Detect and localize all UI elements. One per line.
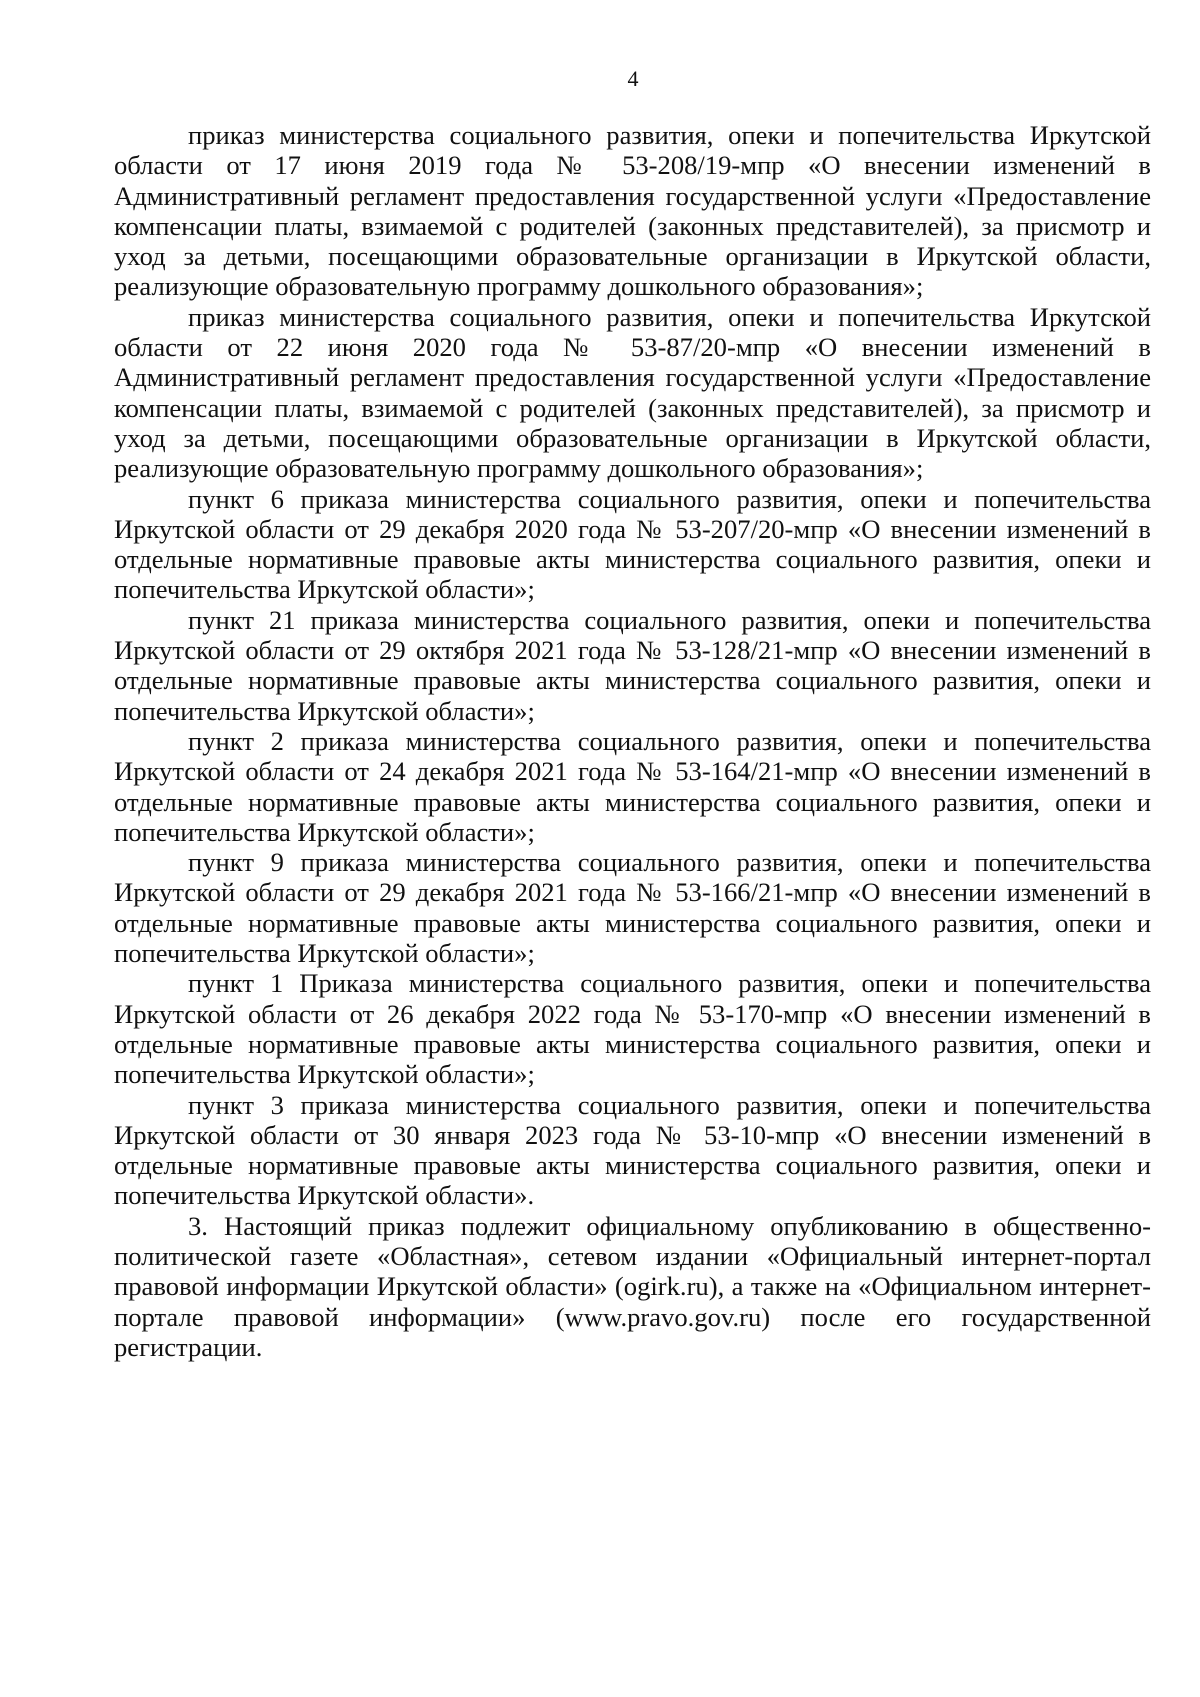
paragraph-item-1: пункт 1 Приказа министерства социального развития, опеки и попечительства Иркутской области от 26 декабря 2022 года № 53-170-мпр «О внесении изменений в отдельные нормативные правовые акты министерства социального развития, опеки и попечительства Иркутской области»; — [114, 968, 1151, 1090]
paragraph-order-2019: приказ министерства социального развития, опеки и попечительства Иркутской области от 17 июня 2019 года № 53-208/19-мпр «О внесении изменений в Административный регламент предоставления государственной услуги «Предоставление компенсации платы, взимаемой с родителей (законных представителей), за присмотр и уход за детьми, посещающими образовательные организации в Иркутской области, реализующие образовательную программу дошкольного образования»; — [114, 120, 1151, 302]
paragraph-item-2: пункт 2 приказа министерства социального развития, опеки и попечительства Иркутской области от 24 декабря 2021 года № 53-164/21-мпр «О внесении изменений в отдельные нормативные правовые акты министерства социального развития, опеки и попечительства Иркутской области»; — [114, 725, 1151, 847]
page-number: 4 — [627, 66, 639, 91]
paragraph-item-21: пункт 21 приказа министерства социального развития, опеки и попечительства Иркутской области от 29 октября 2021 года № 53-128/21-мпр «О внесении изменений в отдельные нормативные правовые акты министерства социального развития, опеки и попечительства Иркутской области»; — [114, 604, 1151, 726]
paragraph-order-2020: приказ министерства социального развития, опеки и попечительства Иркутской области от 22 июня 2020 года № 53-87/20-мпр «О внесении изменений в Административный регламент предоставления государственной услуги «Предоставление компенсации платы, взимаемой с родителей (законных представителей), за присмотр и уход за детьми, посещающими образовательные организации в Иркутской области, реализующие образовательную программу дошкольного образования»; — [114, 301, 1151, 484]
paragraph-publication: 3. Настоящий приказ подлежит официальному опубликованию в общественно-политической газете «Областная», сетевом издании «Официальный интернет-портал правовой информации Иркутской области» (ogirk.ru), а также на «Официальном интернет-портале правовой информации» (www.pravo.gov.ru) после его государственной регистрации. — [114, 1210, 1151, 1362]
paragraph-item-6: пункт 6 приказа министерства социального развития, опеки и попечительства Иркутской области от 29 декабря 2020 года № 53-207/20-мпр «О внесении изменений в отдельные нормативные правовые акты министерства социального развития, опеки и попечительства Иркутской области»; — [114, 483, 1151, 605]
paragraph-item-9: пункт 9 приказа министерства социального развития, опеки и попечительства Иркутской области от 29 декабря 2021 года № 53-166/21-мпр «О внесении изменений в отдельные нормативные правовые акты министерства социального развития, опеки и попечительства Иркутской области»; — [114, 847, 1151, 969]
paragraph-item-3: пункт 3 приказа министерства социального развития, опеки и попечительства Иркутской области от 30 января 2023 года № 53-10-мпр «О внесении изменений в отдельные нормативные правовые акты министерства социального развития, опеки и попечительства Иркутской области». — [114, 1089, 1151, 1211]
document-body — [114, 120, 1151, 1362]
